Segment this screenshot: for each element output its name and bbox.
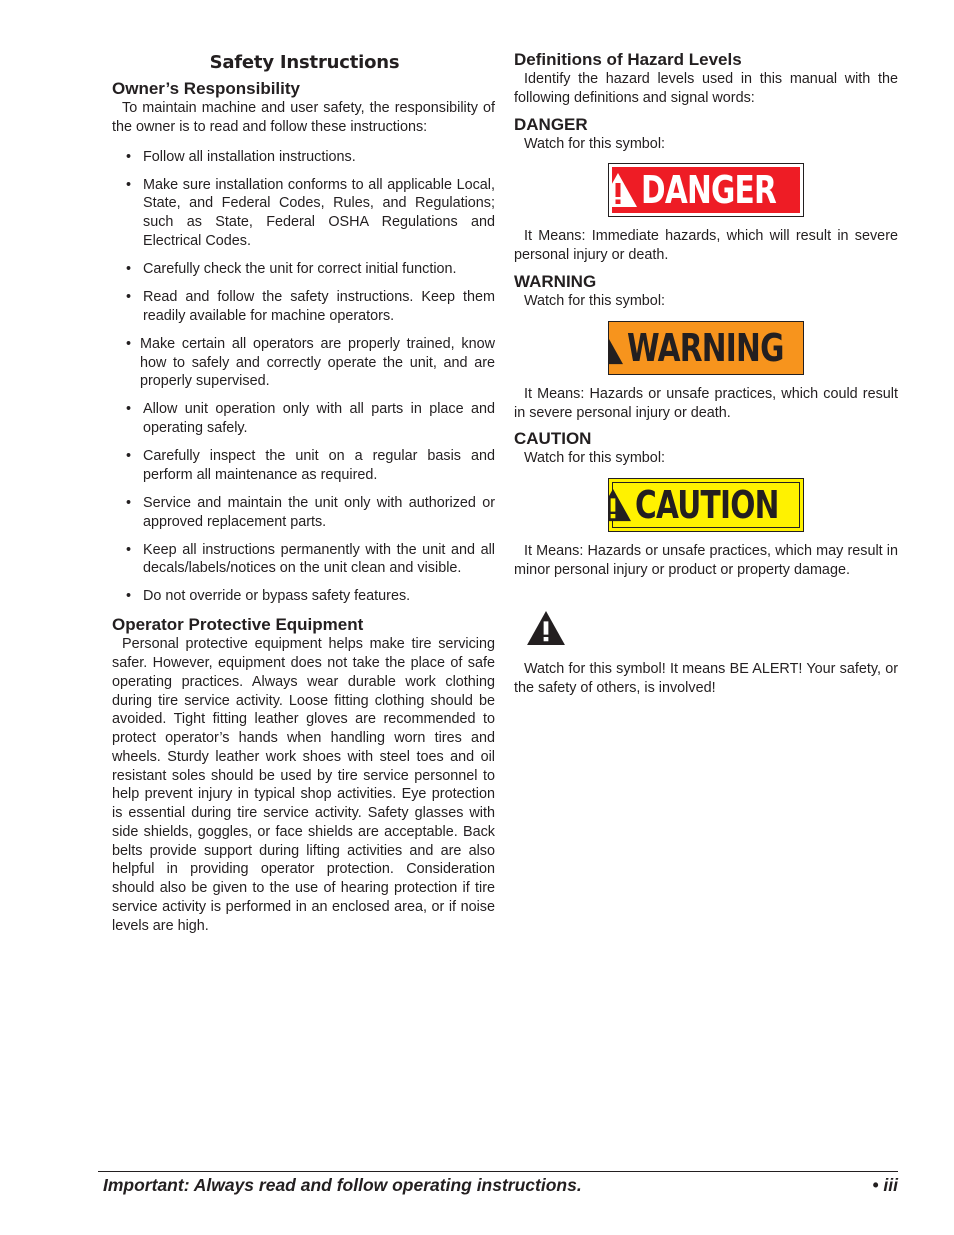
list-item: • Carefully inspect the unit on a regular basis and perform all maintenance as required. [112, 447, 495, 485]
list-item: • Read and follow the safety instructions. Keep them readily available for machine operators. [112, 288, 495, 326]
hazard-definitions-intro: Identify the hazard levels used in this manual with the following definitions and signal words: [514, 71, 898, 106]
warning-heading: WARNING [514, 271, 597, 291]
list-item: • Follow all installation instructions. [112, 148, 495, 167]
left-column [112, 50, 495, 935]
page-footer [98, 1171, 898, 1196]
list-item: • Keep all instructions permanently with the unit and all decals/labels/notices on the unit clean and visible. [112, 541, 495, 579]
list-item: • Make sure installation conforms to all applicable Local, State, and Federal Codes, Rules, and Regulations; such as State, Federal OSHA Regulations and Electrical Codes. [112, 176, 495, 251]
list-item: • Carefully check the unit for correct initial function. [112, 260, 495, 279]
list-item: • Allow unit operation only with all parts in place and operating safely. [112, 400, 495, 438]
list-item: • Do not override or bypass safety features. [112, 587, 495, 606]
danger-watch-text: Watch for this symbol: [524, 135, 666, 152]
warning-sign [608, 321, 804, 375]
owner-responsibility-heading: Owner’s Responsibility [112, 79, 300, 98]
warning-triangle-icon [608, 171, 639, 209]
list-item: • Make certain all operators are properly trained, know how to safely and correctly operate the unit, and are properly supervised. [112, 335, 495, 391]
caution-sign-text: CAUTION [634, 483, 779, 528]
ppe-paragraph: Personal protective equipment helps make tire servicing safer. However, equipment does not take the place of safe operating practices. Always wear durable work clothing during tire service activity. Loose fitting clothing should be avoided. Tight fitting leather gloves are recommended to protect operator’s hands when handling worn tires and wheels. Sturdy leather work shoes with steel toes and oil resistant soles should be used by tire service personnel to help prevent injury in typical shop activities. Eye protection is essential during tire service activity. Safety glasses with side shields, goggles, or face shields are acceptable. Back belts provide support during lifting activities and are also helpful in providing operator protection. Consideration should also be given to the use of hearing protection if tire service activity is performed in an enclosed area, or if noise levels are high. [112, 636, 495, 934]
right-column [514, 50, 898, 697]
footer-important-text: Important: Always read and follow operating instructions. [103, 1175, 582, 1195]
danger-heading: DANGER [514, 114, 588, 134]
caution-heading: CAUTION [514, 429, 592, 449]
list-item: • Service and maintain the unit only with authorized or approved replacement parts. [112, 494, 495, 532]
warning-sign-text: WARNING [626, 325, 784, 370]
warning-triangle-icon [608, 487, 633, 523]
owner-responsibility-list [112, 148, 495, 607]
caution-meaning: It Means: Hazards or unsafe practices, which may result in minor personal injury or product or property damage. [514, 543, 898, 578]
caution-sign [608, 478, 804, 532]
hazard-definitions-heading: Definitions of Hazard Levels [514, 50, 742, 69]
danger-sign-text: DANGER [641, 168, 777, 213]
page-number: • iii [872, 1175, 898, 1195]
warning-watch-text: Watch for this symbol: [524, 292, 666, 309]
owner-responsibility-intro: To maintain machine and user safety, the responsibility of the owner is to read and follow these instructions: [112, 100, 495, 135]
warning-triangle-icon [608, 330, 625, 366]
danger-sign [608, 163, 804, 217]
ppe-heading: Operator Protective Equipment [112, 615, 364, 635]
warning-meaning: It Means: Hazards or unsafe practices, which could result in severe personal injury or death. [514, 385, 898, 421]
caution-watch-text: Watch for this symbol: [524, 450, 666, 467]
page-title: Safety Instructions [209, 52, 400, 73]
alert-meaning: Watch for this symbol! It means BE ALERT! Your safety, or the safety of others, is involved! [514, 660, 898, 696]
safety-alert-icon [526, 610, 566, 646]
danger-meaning: It Means: Immediate hazards, which will result in severe personal injury or death. [514, 228, 898, 264]
